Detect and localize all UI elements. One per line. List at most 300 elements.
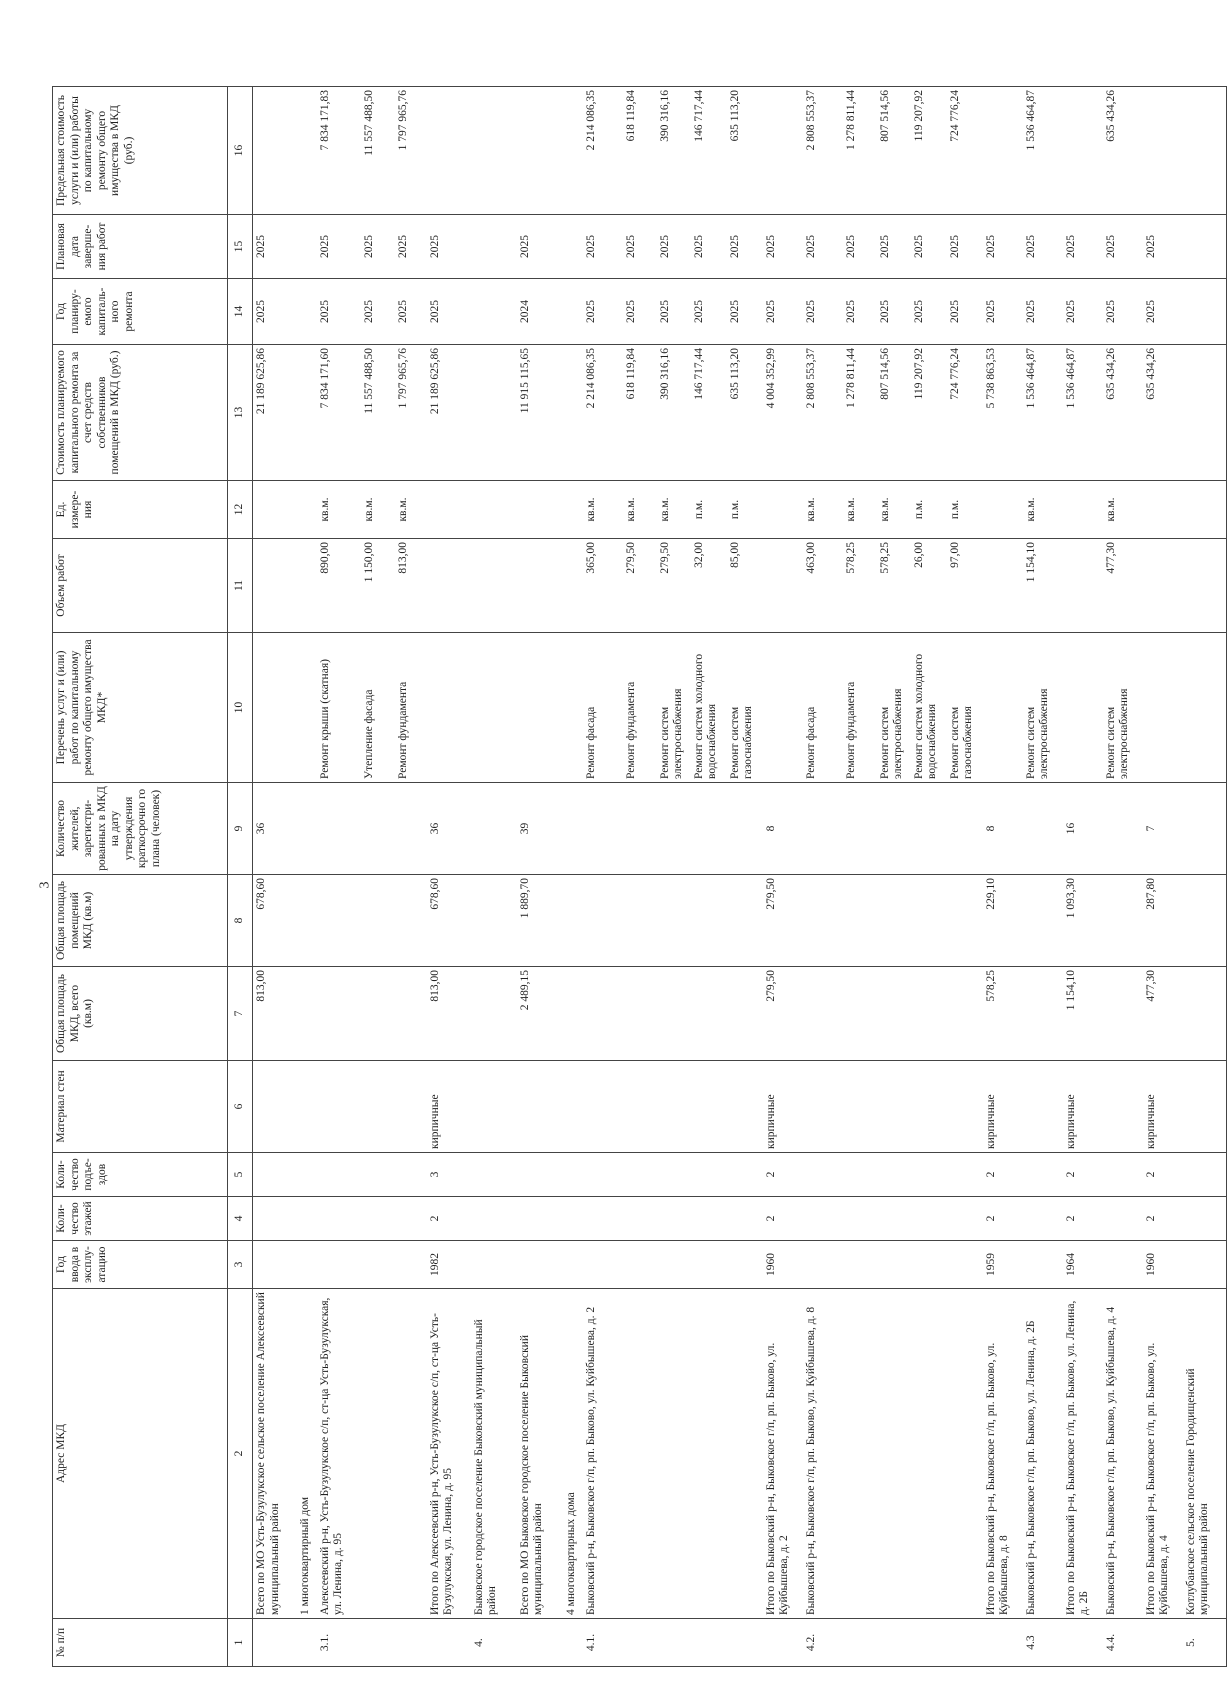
column-header: Общая площадь МКД, всего (кв.м) <box>53 967 228 1061</box>
table-cell <box>395 1289 427 1619</box>
table-cell: 4.1. <box>583 1619 623 1667</box>
table-cell: Котлубанское сельское поселение Городищенский муниципальный район <box>1183 1289 1227 1619</box>
table-cell <box>1063 1619 1103 1667</box>
table-row <box>395 87 427 1667</box>
table-cell: п.м. <box>911 481 947 539</box>
table-cell <box>253 1197 297 1241</box>
table-cell <box>563 345 583 481</box>
table-cell <box>1143 633 1183 783</box>
table-cell <box>657 1619 691 1667</box>
table-cell: 813,00 <box>253 967 297 1061</box>
table-cell <box>297 1197 317 1241</box>
column-header: Объем работ <box>53 539 228 633</box>
table-cell <box>297 279 317 345</box>
column-number: 1 <box>228 1619 253 1667</box>
table-cell: 1 многоквартирный дом <box>297 1289 317 1619</box>
table-cell <box>563 1241 583 1289</box>
table-cell <box>1183 1197 1227 1241</box>
table-cell <box>727 783 763 875</box>
table-cell <box>1183 875 1227 967</box>
table-cell <box>947 783 983 875</box>
table-cell: 3 <box>427 1153 471 1197</box>
table-cell <box>1103 783 1143 875</box>
table-cell <box>947 967 983 1061</box>
table-cell: Ремонт систем газоснабжения <box>727 633 763 783</box>
table-cell: 146 717,44 <box>691 345 727 481</box>
table-cell <box>727 1619 763 1667</box>
table-cell: 7 <box>1143 783 1183 875</box>
table-cell <box>253 539 297 633</box>
table-cell <box>583 967 623 1061</box>
table-cell <box>361 967 395 1061</box>
table-cell <box>657 783 691 875</box>
table-cell: 578,25 <box>983 967 1023 1061</box>
table-cell: 7 834 171,60 <box>317 345 361 481</box>
table-cell: 2025 <box>843 279 877 345</box>
table-cell: Итого по Быковский р-н, Быковское г/п, рп. Быково, ул. Куйбышева, д. 2 <box>763 1289 803 1619</box>
table-cell <box>427 539 471 633</box>
table-row <box>947 87 983 1667</box>
table-cell: 2025 <box>1023 279 1063 345</box>
table-cell: 813,00 <box>427 967 471 1061</box>
table-cell <box>763 87 803 215</box>
table-cell <box>983 87 1023 215</box>
table-cell <box>727 1061 763 1153</box>
table-cell: 2025 <box>727 279 763 345</box>
table-cell <box>361 1289 395 1619</box>
table-cell: 1 150,00 <box>361 539 395 633</box>
table-cell: Всего по МО Усть-Бузулукское сельское поселение Алексеевский муниципальный район <box>253 1289 297 1619</box>
table-cell <box>297 783 317 875</box>
table-cell: 390 316,16 <box>657 87 691 215</box>
table-cell <box>361 1619 395 1667</box>
table-cell <box>1183 1153 1227 1197</box>
table-cell <box>395 783 427 875</box>
table-cell: 2024 <box>517 279 563 345</box>
table-cell <box>297 345 317 481</box>
table-cell: 11 915 115,65 <box>517 345 563 481</box>
table-cell: кв.м. <box>657 481 691 539</box>
table-cell <box>877 967 911 1061</box>
table-cell <box>1183 481 1227 539</box>
table-cell: 578,25 <box>843 539 877 633</box>
table-cell: 2 214 086,35 <box>583 87 623 215</box>
table-cell <box>691 875 727 967</box>
table-cell: 3.1. <box>317 1619 361 1667</box>
table-cell: 477,30 <box>1143 967 1183 1061</box>
table-cell <box>1183 1061 1227 1153</box>
table-cell <box>947 1619 983 1667</box>
table-cell: 2 <box>983 1197 1023 1241</box>
table-cell <box>1103 1197 1143 1241</box>
table-cell <box>297 633 317 783</box>
table-cell <box>803 783 843 875</box>
page-number: 3 <box>37 881 53 889</box>
table-cell: 1964 <box>1063 1241 1103 1289</box>
table-cell <box>297 1619 317 1667</box>
table-cell: кирпичные <box>427 1061 471 1153</box>
table-cell <box>691 1289 727 1619</box>
table-cell <box>471 215 517 279</box>
table-cell <box>947 875 983 967</box>
table-cell <box>253 1241 297 1289</box>
table-cell <box>1183 633 1227 783</box>
column-header: Коли-чество подъе-здов <box>53 1153 228 1197</box>
table-cell <box>517 1619 563 1667</box>
table-cell <box>1143 481 1183 539</box>
table-cell: Ремонт систем электроснабжения <box>877 633 911 783</box>
table-cell: Ремонт систем электроснабжения <box>1023 633 1063 783</box>
table-cell <box>563 481 583 539</box>
column-header: Ед. измере-ния <box>53 481 228 539</box>
table-row <box>1063 87 1103 1667</box>
table-cell <box>623 1197 657 1241</box>
table-cell <box>253 481 297 539</box>
table-cell <box>803 875 843 967</box>
table-cell: 11 557 488,50 <box>361 345 395 481</box>
table-cell <box>911 1061 947 1153</box>
table-cell <box>361 875 395 967</box>
table-cell: 2025 <box>1023 215 1063 279</box>
table-cell: 2 214 086,35 <box>583 345 623 481</box>
column-number: 5 <box>228 1153 253 1197</box>
table-cell <box>471 783 517 875</box>
table-cell: 2 <box>1063 1153 1103 1197</box>
table-cell: 2 808 553,37 <box>803 87 843 215</box>
table-cell <box>877 875 911 967</box>
table-cell: 724 776,24 <box>947 87 983 215</box>
table-cell <box>471 345 517 481</box>
table-cell: 2025 <box>983 215 1023 279</box>
table-cell: 813,00 <box>395 539 427 633</box>
table-cell: 890,00 <box>317 539 361 633</box>
table-cell <box>1103 1153 1143 1197</box>
column-number: 13 <box>228 345 253 481</box>
table-cell <box>317 1241 361 1289</box>
table-cell <box>471 279 517 345</box>
table-cell: 2025 <box>427 215 471 279</box>
table-cell: 807 514,56 <box>877 345 911 481</box>
table-cell <box>395 1153 427 1197</box>
column-number: 9 <box>228 783 253 875</box>
column-header: Стоимость планируемого капитального ремонта за счет средств собственников помещений в МКД (руб.) <box>53 345 228 481</box>
table-row <box>657 87 691 1667</box>
table-cell <box>361 1197 395 1241</box>
table-cell <box>563 1061 583 1153</box>
table-cell: 2025 <box>803 279 843 345</box>
table-cell <box>517 539 563 633</box>
table-row <box>1103 87 1143 1667</box>
table-cell: Быковский р-н, Быковское г/п, рп. Быково, ул. Куйбышева, д. 4 <box>1103 1289 1143 1619</box>
table-cell: 1960 <box>763 1241 803 1289</box>
table-cell: 1 889,70 <box>517 875 563 967</box>
table-cell: 4 многоквартирных дома <box>563 1289 583 1619</box>
table-cell <box>297 875 317 967</box>
table-cell <box>563 279 583 345</box>
table-cell: кирпичные <box>763 1061 803 1153</box>
table-cell <box>877 1619 911 1667</box>
table-row <box>803 87 843 1667</box>
table-cell: 279,50 <box>623 539 657 633</box>
table-cell <box>297 87 317 215</box>
table-cell <box>427 481 471 539</box>
table-cell: 463,00 <box>803 539 843 633</box>
table-cell <box>471 1197 517 1241</box>
table-cell: 2025 <box>361 215 395 279</box>
table-cell <box>297 481 317 539</box>
column-header: Год планиру-емого капиталь-ного ремонта <box>53 279 228 345</box>
table-cell <box>657 875 691 967</box>
table-cell: 4 004 352,99 <box>763 345 803 481</box>
table-cell <box>691 1241 727 1289</box>
table-cell <box>763 633 803 783</box>
table-cell: 85,00 <box>727 539 763 633</box>
table-row <box>911 87 947 1667</box>
table-cell <box>1023 1153 1063 1197</box>
table-cell <box>843 1619 877 1667</box>
table-cell: 2 <box>983 1153 1023 1197</box>
table-cell: 2025 <box>983 279 1023 345</box>
column-number: 3 <box>228 1241 253 1289</box>
table-cell: 578,25 <box>877 539 911 633</box>
column-number: 16 <box>228 87 253 215</box>
column-header: Предельная стоимость услуги и (или) работы по капитальному ремонту общего имущества в МКД (руб.) <box>53 87 228 215</box>
table-cell: 2025 <box>583 279 623 345</box>
table-cell <box>657 1061 691 1153</box>
table-cell: 2025 <box>253 279 297 345</box>
table-cell: 21 189 625,86 <box>427 345 471 481</box>
table-cell <box>1183 279 1227 345</box>
table-cell <box>1183 87 1227 215</box>
table-cell: Итого по Быковский р-н, Быковское г/п, рп. Быково, ул. Куйбышева, д. 8 <box>983 1289 1023 1619</box>
table-cell: 2025 <box>395 215 427 279</box>
table-cell: 1 278 811,44 <box>843 87 877 215</box>
table-cell: 2025 <box>947 279 983 345</box>
table-cell <box>395 1241 427 1289</box>
table-cell: 1 278 811,44 <box>843 345 877 481</box>
table-cell: 618 119,84 <box>623 345 657 481</box>
table-cell <box>1063 87 1103 215</box>
table-cell: 1 536 464,87 <box>1063 345 1103 481</box>
table-cell <box>395 1061 427 1153</box>
table-cell: 2025 <box>911 279 947 345</box>
table-cell <box>911 875 947 967</box>
table-cell: 2025 <box>317 215 361 279</box>
table-cell: 36 <box>427 783 471 875</box>
table-cell <box>395 1619 427 1667</box>
table-cell <box>563 87 583 215</box>
table-cell <box>843 1289 877 1619</box>
table-cell: 2025 <box>657 215 691 279</box>
table-cell <box>947 1289 983 1619</box>
table-cell: 2025 <box>361 279 395 345</box>
table-cell <box>583 783 623 875</box>
table-cell <box>691 1153 727 1197</box>
table-cell: 2 <box>763 1153 803 1197</box>
table-cell: 5. <box>1183 1619 1227 1667</box>
table-cell <box>877 1197 911 1241</box>
table-cell <box>623 1241 657 1289</box>
table-cell <box>1183 539 1227 633</box>
table-cell <box>361 1153 395 1197</box>
table-cell: 365,00 <box>583 539 623 633</box>
table-cell <box>1143 539 1183 633</box>
table-cell: 390 316,16 <box>657 345 691 481</box>
table-cell: Ремонт систем газоснабжения <box>947 633 983 783</box>
table-cell: 2025 <box>1103 215 1143 279</box>
table-cell <box>911 1619 947 1667</box>
table-cell <box>983 481 1023 539</box>
table-cell: 2025 <box>947 215 983 279</box>
table-cell <box>297 1241 317 1289</box>
table-cell <box>843 875 877 967</box>
table-cell <box>1023 967 1063 1061</box>
column-header: Перечень услуг и (или) работ по капитальному ремонту общего имущества МКД* <box>53 633 228 783</box>
table-cell: 229,10 <box>983 875 1023 967</box>
table-cell: кв.м. <box>843 481 877 539</box>
table-cell <box>877 783 911 875</box>
table-cell: 1959 <box>983 1241 1023 1289</box>
table-cell <box>1183 783 1227 875</box>
table-cell <box>623 967 657 1061</box>
table-cell: 97,00 <box>947 539 983 633</box>
table-row <box>843 87 877 1667</box>
table-cell: 8 <box>763 783 803 875</box>
table-cell: кв.м. <box>1103 481 1143 539</box>
table-cell: 2025 <box>253 215 297 279</box>
table-row <box>763 87 803 1667</box>
table-cell: 2025 <box>395 279 427 345</box>
table-cell <box>563 1153 583 1197</box>
table-cell <box>1063 633 1103 783</box>
table-cell <box>361 1061 395 1153</box>
column-number: 7 <box>228 967 253 1061</box>
table-cell <box>1103 1241 1143 1289</box>
table-row <box>427 87 471 1667</box>
table-cell: 146 717,44 <box>691 87 727 215</box>
table-cell <box>427 1619 471 1667</box>
table-cell: 2 808 553,37 <box>803 345 843 481</box>
table-cell: 2025 <box>427 279 471 345</box>
repair-plan-table <box>52 86 1227 1667</box>
table-cell <box>623 1061 657 1153</box>
table-cell <box>877 1241 911 1289</box>
table-cell: 724 776,24 <box>947 345 983 481</box>
table-header-row <box>53 87 228 1667</box>
table-cell <box>803 1197 843 1241</box>
table-cell: 635 113,20 <box>727 345 763 481</box>
column-header: № п/п <box>53 1619 228 1667</box>
table-cell <box>803 1153 843 1197</box>
table-cell: 287,80 <box>1143 875 1183 967</box>
column-header: Коли-чество этажей <box>53 1197 228 1241</box>
column-header: Плановая дата заверше-ния работ <box>53 215 228 279</box>
table-cell: 2025 <box>623 279 657 345</box>
column-number: 2 <box>228 1289 253 1619</box>
table-cell <box>517 1061 563 1153</box>
table-cell <box>1143 87 1183 215</box>
table-cell <box>583 1197 623 1241</box>
table-cell: 39 <box>517 783 563 875</box>
table-cell <box>471 87 517 215</box>
table-cell <box>471 633 517 783</box>
table-cell: 1 093,30 <box>1063 875 1103 967</box>
table-cell <box>657 1289 691 1619</box>
table-cell: Утепление фасада <box>361 633 395 783</box>
table-cell: Ремонт систем холодного водоснабжения <box>691 633 727 783</box>
table-cell <box>1023 1197 1063 1241</box>
table-cell: 119 207,92 <box>911 345 947 481</box>
table-row <box>563 87 583 1667</box>
table-cell: Ремонт фундамента <box>843 633 877 783</box>
table-cell: 2025 <box>727 215 763 279</box>
table-cell <box>563 875 583 967</box>
table-cell <box>297 967 317 1061</box>
table-cell <box>583 875 623 967</box>
table-cell: 2025 <box>877 279 911 345</box>
table-cell: 2025 <box>877 215 911 279</box>
table-cell: 8 <box>983 783 1023 875</box>
table-cell: 2 <box>763 1197 803 1241</box>
table-cell <box>691 1197 727 1241</box>
table-cell <box>517 633 563 783</box>
table-cell <box>1023 1061 1063 1153</box>
table-cell <box>727 1197 763 1241</box>
table-cell <box>1063 481 1103 539</box>
table-cell: 2025 <box>843 215 877 279</box>
table-cell <box>361 783 395 875</box>
table-cell <box>623 783 657 875</box>
column-header: Общая площадь помещений МКД (кв.м) <box>53 875 228 967</box>
column-number: 14 <box>228 279 253 345</box>
table-cell <box>691 1619 727 1667</box>
table-row <box>877 87 911 1667</box>
table-cell: Ремонт систем электроснабжения <box>657 633 691 783</box>
table-cell: 2025 <box>1063 215 1103 279</box>
table-cell: кв.м. <box>317 481 361 539</box>
table-cell <box>317 1153 361 1197</box>
table-cell <box>395 875 427 967</box>
table-cell: 4. <box>471 1619 517 1667</box>
table-cell: 119 207,92 <box>911 87 947 215</box>
table-cell: Ремонт фундамента <box>395 633 427 783</box>
table-cell <box>317 875 361 967</box>
table-row <box>253 87 297 1667</box>
table-cell <box>517 87 563 215</box>
table-cell: кв.м. <box>361 481 395 539</box>
table-cell <box>843 1061 877 1153</box>
table-cell: 1 536 464,87 <box>1023 87 1063 215</box>
table-cell <box>763 539 803 633</box>
table-cell <box>983 1619 1023 1667</box>
table-row <box>471 87 517 1667</box>
table-cell <box>583 1153 623 1197</box>
table-cell: 2 489,15 <box>517 967 563 1061</box>
table-cell: 26,00 <box>911 539 947 633</box>
table-cell <box>727 875 763 967</box>
table-cell: 2025 <box>1063 279 1103 345</box>
table-cell: Всего по МО Быковское городское поселение Быковский муниципальный район <box>517 1289 563 1619</box>
table-cell <box>911 1153 947 1197</box>
table-cell: 2025 <box>1103 279 1143 345</box>
table-cell: 36 <box>253 783 297 875</box>
table-cell <box>471 875 517 967</box>
table-cell <box>727 1153 763 1197</box>
table-cell: 618 119,84 <box>623 87 657 215</box>
table-cell <box>657 1241 691 1289</box>
table-cell: Ремонт систем электроснабжения <box>1103 633 1143 783</box>
table-cell: Алексеевский р-н, Усть-Бузулукское с/п, ст-ца Усть-Бузулукская, ул. Ленина, д. 95 <box>317 1289 361 1619</box>
